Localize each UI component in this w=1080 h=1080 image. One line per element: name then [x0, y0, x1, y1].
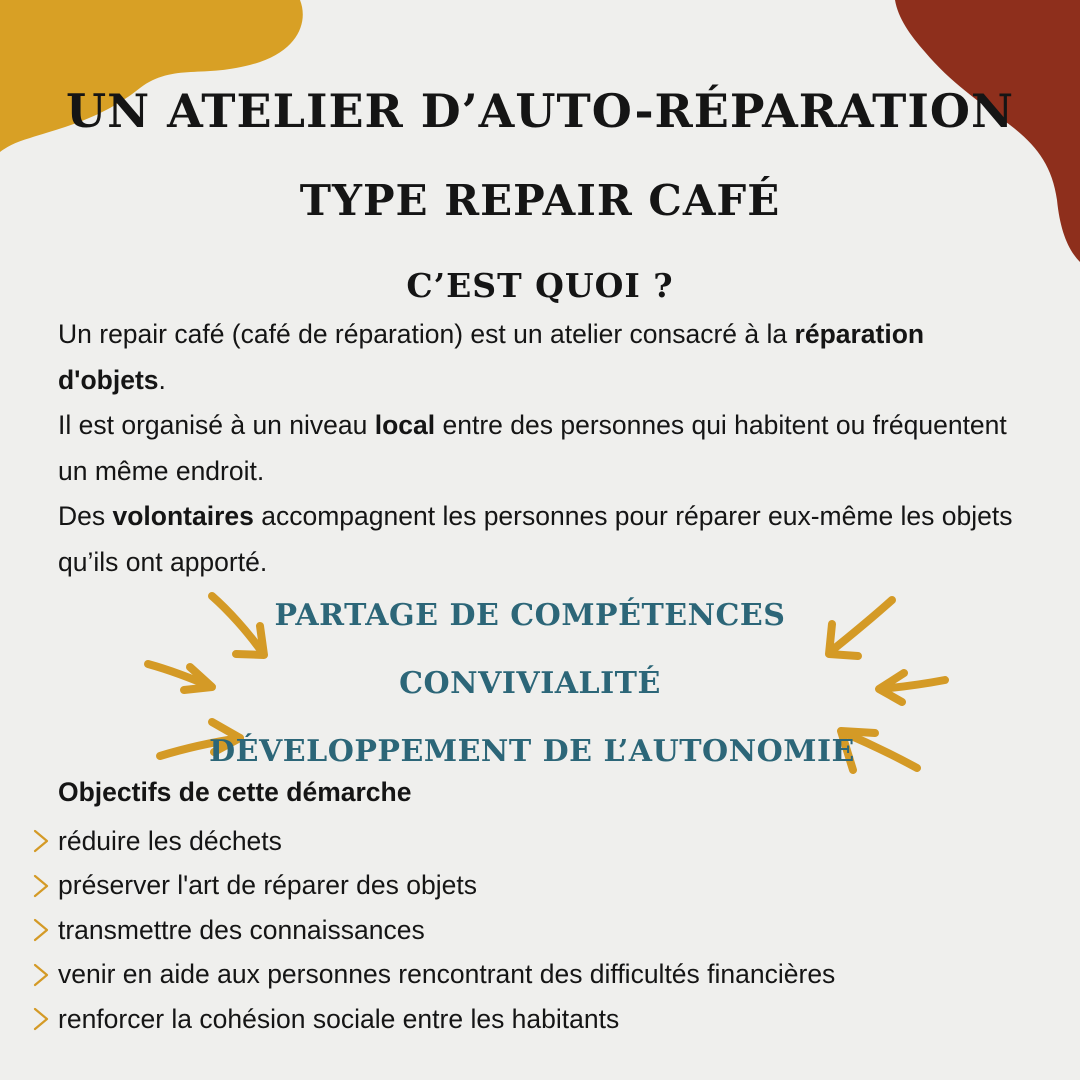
intro-text — [58, 312, 1018, 585]
keyword-conviviality: CONVIVIALITÉ — [399, 666, 661, 701]
bold-text: volontaires — [112, 501, 254, 531]
chevron-right-icon — [30, 826, 56, 856]
list-item-text: préserver l'art de réparer des objets — [58, 870, 477, 901]
list-item-text: transmettre des connaissances — [58, 914, 425, 945]
text-span: Un repair café (café de réparation) est un atelier consacré à la — [58, 319, 795, 349]
main-title-line-1: UN ATELIER D’AUTO-RÉPARATION — [65, 84, 1015, 138]
text-span: Des — [58, 501, 113, 531]
intro-paragraph — [58, 403, 1018, 494]
objectives-list — [30, 819, 835, 1042]
list-item — [30, 864, 835, 909]
list-item-text: réduire les déchets — [58, 825, 282, 856]
keyword-sharing-skills: PARTAGE DE COMPÉTENCES — [274, 598, 786, 633]
text-span: entre des personnes qui habitent ou fréquentent un même endroit. — [58, 410, 1007, 486]
section-heading: C’EST QUOI ? — [406, 266, 674, 305]
text-span: Il est organisé à un niveau — [58, 410, 375, 440]
main-title-line-2: TYPE REPAIR CAFÉ — [299, 176, 781, 225]
intro-paragraph — [58, 494, 1018, 585]
intro-paragraph — [58, 312, 1018, 403]
list-item — [30, 953, 835, 998]
list-item-text: renforcer la cohésion sociale entre les habitants — [58, 1003, 620, 1034]
chevron-right-icon — [30, 915, 56, 945]
list-item — [30, 997, 835, 1042]
bold-text: local — [374, 410, 436, 440]
chevron-right-icon — [30, 960, 56, 990]
chevron-right-icon — [30, 871, 56, 901]
text-span: accompagnent les personnes pour réparer eux-même les objets qu’ils ont apporté. — [58, 501, 1013, 577]
text-span: . — [158, 364, 166, 395]
list-item — [30, 819, 835, 864]
keyword-autonomy: DÉVELOPPEMENT DE L’AUTONOMIE — [209, 734, 855, 769]
objectives-title: Objectifs de cette démarche — [58, 777, 412, 807]
list-item — [30, 908, 835, 953]
bold-text: réparation d'objets — [58, 319, 925, 395]
list-item-text: venir en aide aux personnes rencontrant des difficultés financières — [58, 959, 836, 990]
chevron-right-icon — [30, 1004, 56, 1034]
